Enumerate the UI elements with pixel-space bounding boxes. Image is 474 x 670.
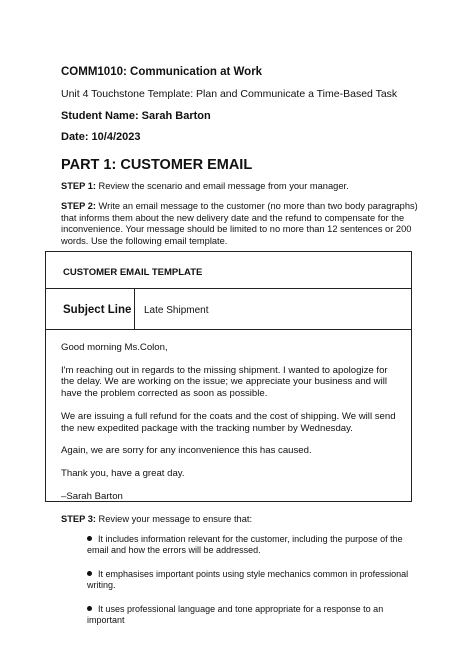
step-2-text: Write an email message to the customer (no more than two body paragraphs) that informs them about the new delivery date and the refund to compensate for the inconvenience. Your message should be limited to no more than 12 sentences or 200 words. Use the following email template. — [61, 201, 418, 246]
course-title: COMM1010: Communication at Work — [61, 66, 263, 78]
step-2 — [61, 201, 421, 247]
email-paragraph-3: Again, we are sorry for any inconvenience this has caused. — [61, 445, 312, 457]
template-title: CUSTOMER EMAIL TEMPLATE — [63, 267, 203, 278]
template-title-row — [46, 252, 411, 289]
checklist-item — [87, 534, 417, 557]
unit-title: Unit 4 Touchstone Template: Plan and Communicate a Time-Based Task — [61, 88, 398, 100]
subject-label: Subject Line — [63, 304, 132, 316]
email-paragraph-2: We are issuing a full refund for the coats and the cost of shipping. We will send the new expedited package with the tracking number by Wednesday. — [61, 410, 396, 434]
step-1-text: Review the scenario and email message from your manager. — [95, 181, 349, 191]
step-3-text: Review your message to ensure that: — [95, 514, 253, 524]
email-signature: –Sarah Barton — [61, 490, 123, 502]
subject-divider — [134, 289, 135, 329]
step-3-label: STEP 3: — [61, 514, 96, 524]
step-1 — [61, 181, 421, 193]
student-name: Student Name: Sarah Barton — [61, 110, 211, 122]
document-date: Date: 10/4/2023 — [61, 131, 141, 143]
email-closing: Thank you, have a great day. — [61, 467, 185, 479]
bullet-icon — [87, 536, 92, 541]
subject-value: Late Shipment — [144, 305, 209, 316]
email-body — [61, 342, 401, 513]
step-3 — [61, 514, 252, 524]
step-2-label: STEP 2: — [61, 201, 96, 211]
email-template-table — [45, 251, 412, 502]
bullet-icon — [87, 571, 92, 576]
checklist-item-text: It emphasises important points using style mechanics common in professional writing. — [87, 568, 409, 591]
bullet-icon — [87, 606, 92, 611]
email-greeting: Good morning Ms.Colon, — [61, 342, 168, 353]
checklist-item — [87, 604, 417, 627]
checklist-item-text: It includes information relevant for the customer, including the purpose of the email and how the errors will be addressed. — [87, 534, 403, 556]
part-heading: PART 1: CUSTOMER EMAIL — [61, 157, 253, 173]
checklist-item-text: It uses professional language and tone appropriate for a response to an important — [87, 603, 384, 626]
review-checklist — [87, 534, 417, 638]
subject-row — [46, 289, 411, 330]
step-1-label: STEP 1: — [61, 181, 96, 191]
checklist-item — [87, 569, 417, 592]
email-paragraph-1: I'm reaching out in regards to the missing shipment. I wanted to apologize for the delay. We are working on the issue; we appreciate your business and will have the problem corrected as soon as possible. — [61, 364, 388, 400]
